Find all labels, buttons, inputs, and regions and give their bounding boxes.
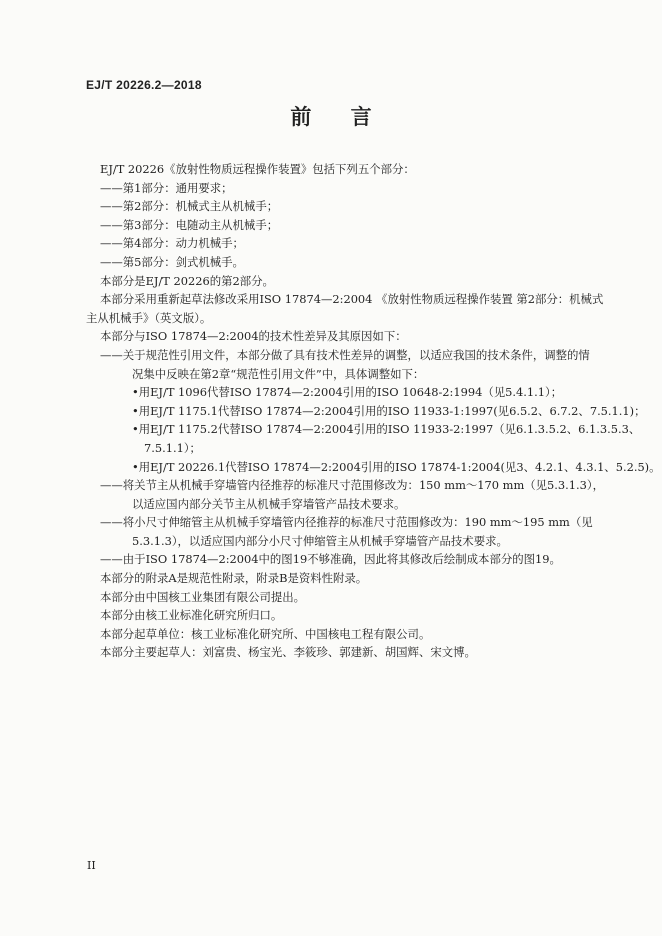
bullet-item: •用EJ/T 20226.1代替ISO 17874—2:2004引用的ISO 17874-1:2004(见3、4.2.1、4.3.1、5.2.5)。 [132, 459, 661, 474]
part-list-item: ——第5部分：剑式机械手。 [100, 254, 244, 269]
paragraph: EJ/T 20226《放射性物质远程操作装置》包括下列五个部分： [100, 162, 415, 176]
part-list-item: ——第2部分：机械式主从机械手； [100, 199, 279, 214]
paragraph: 本部分是EJ/T 20226的第2部分。 [100, 273, 274, 288]
difference-item-continuation: 况集中反映在第2章“规范性引用文件”中，具体调整如下： [132, 366, 425, 381]
paragraph: 本部分的附录A是规范性附录，附录B是资料性附录。 [100, 571, 368, 586]
paragraph: 本部分采用重新起草法修改采用ISO 17874—2:2004 《放射性物质远程操作装置 第2部分：机械式 [100, 292, 604, 307]
paragraph: 本部分主要起草人：刘富贵、杨宝光、李筱珍、郭建新、胡国辉、宋文博。 [100, 645, 476, 660]
part-list-item: ——第1部分：通用要求； [100, 180, 233, 195]
paragraph: 本部分与ISO 17874—2:2004的技术性差异及其原因如下： [100, 329, 407, 344]
part-list-item: ——第3部分：电随动主从机械手； [100, 217, 279, 232]
bullet-item: •用EJ/T 1096代替ISO 17874—2:2004引用的ISO 10648-2:1994（见5.4.1.1）； [132, 385, 563, 400]
bullet-item-continuation: 7.5.1.1）； [144, 440, 201, 455]
foreword-body [86, 160, 661, 662]
part-list-item: ——第4部分：动力机械手； [100, 236, 244, 251]
difference-item-continuation: 以适应国内部分关节主从机械手穿墙管产品技术要求。 [132, 496, 406, 511]
paragraph: 本部分由核工业标准化研究所归口。 [100, 608, 283, 623]
difference-item: ——将小尺寸伸缩管主从机械手穿墙管内径推荐的标准尺寸范围修改为：190 mm～195 mm（见 [100, 515, 593, 530]
bullet-item: •用EJ/T 1175.1代替ISO 17874—2:2004引用的ISO 11933-1:1997(见6.5.2、6.7.2、7.5.1.1)； [132, 403, 646, 418]
standard-code-header: EJ/T 20226.2—2018 [86, 78, 202, 92]
page-title: 前 言 [290, 104, 388, 129]
bullet-item: •用EJ/T 1175.2代替ISO 17874—2:2004引用的ISO 11933-2:1997（见6.1.3.5.2、6.1.3.5.3、 [132, 422, 641, 437]
difference-item: ——由于ISO 17874—2:2004中的图19不够准确，因此将其修改后绘制成本部分的图19。 [100, 552, 561, 567]
page-number: II [87, 859, 96, 872]
difference-item-continuation: 5.3.1.3），以适应国内部分小尺寸伸缩管主从机械手穿墙管产品技术要求。 [132, 533, 508, 548]
paragraph-continuation: 主从机械手》（英文版）。 [86, 310, 212, 325]
paragraph: 本部分起草单位：核工业标准化研究所、中国核电工程有限公司。 [100, 626, 431, 641]
paragraph: 本部分由中国核工业集团有限公司提出。 [100, 589, 306, 604]
difference-item: ——关于规范性引用文件，本部分做了具有技术性差异的调整，以适应我国的技术条件，调整的情 [100, 347, 590, 362]
difference-item: ——将关节主从机械手穿墙管内径推荐的标准尺寸范围修改为：150 mm～170 mm（见5.3.1.3）， [100, 478, 604, 493]
